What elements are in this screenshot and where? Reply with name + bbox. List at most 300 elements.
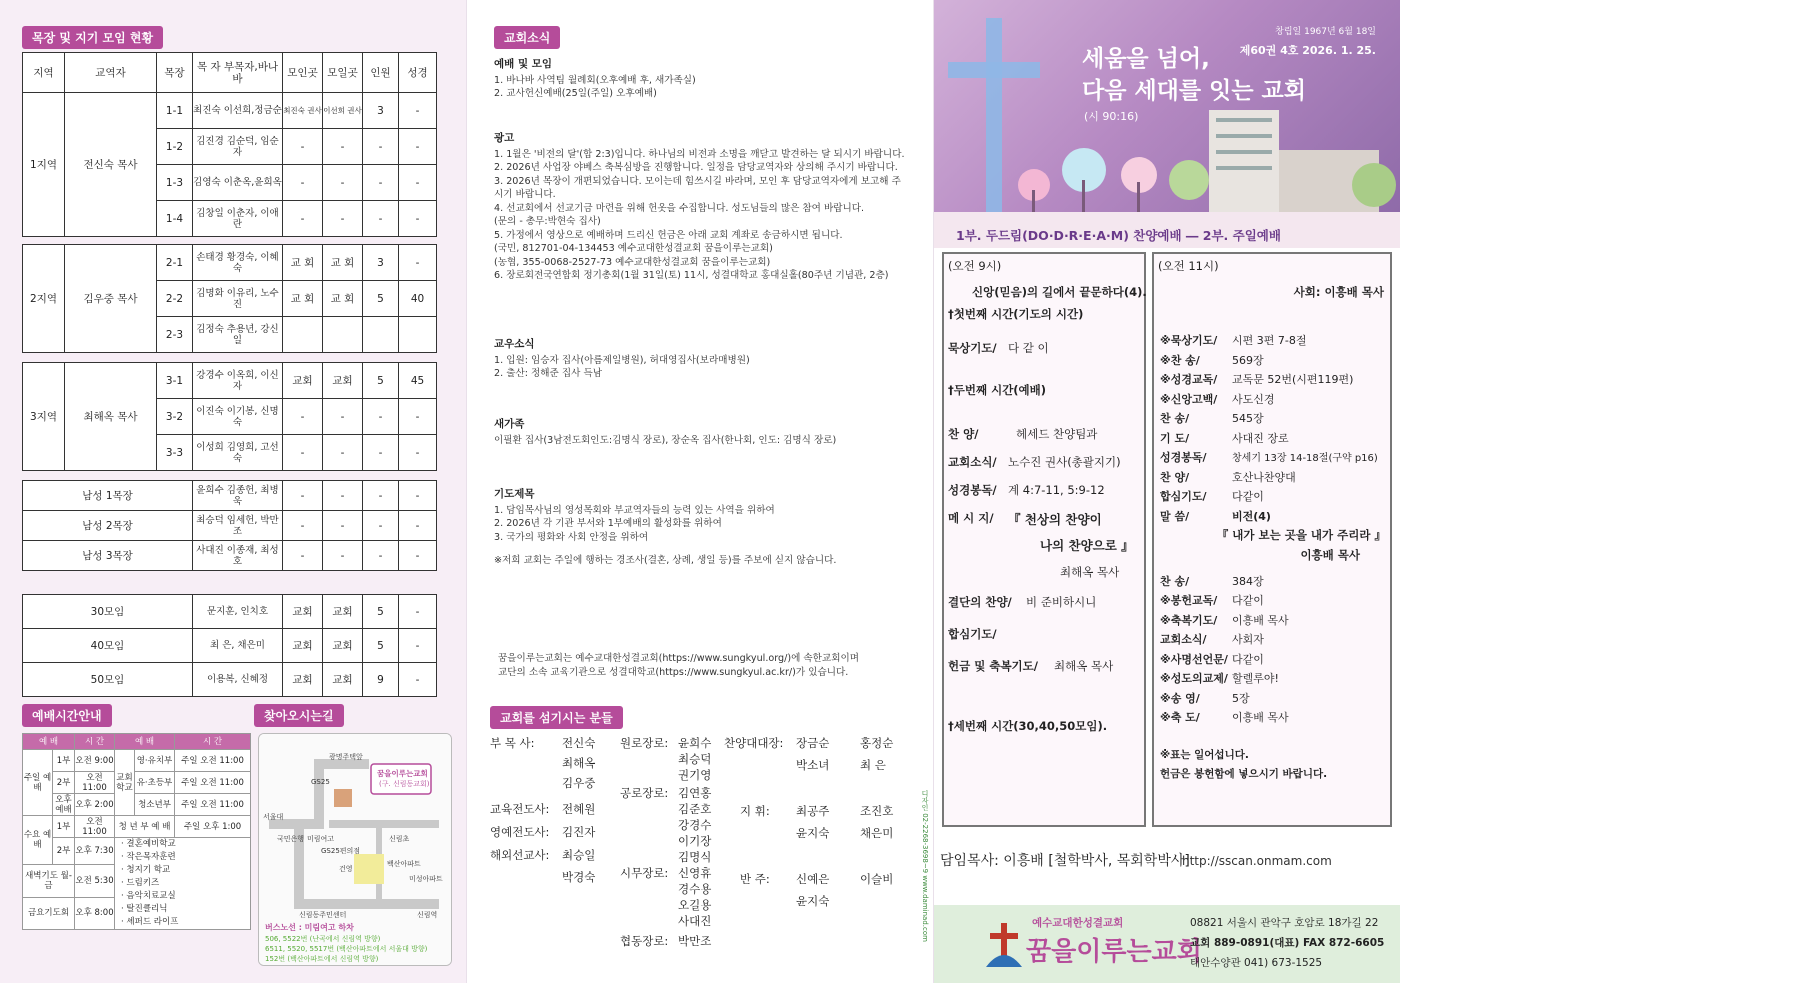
staff-role: 반 주: [740, 872, 770, 886]
staff-name: 김명식 [678, 850, 712, 864]
order-value: 이흥배 목사 [1232, 613, 1289, 627]
cell-num: 2-2 [157, 281, 193, 317]
staff-role: 시무장로: [620, 866, 669, 880]
cell-names: 최승덕 임세헌, 박만조 [193, 511, 283, 541]
cell-met: 교회 [283, 363, 323, 399]
cell-met: 교 회 [283, 281, 323, 317]
cover-header [934, 0, 1400, 220]
staff-name: 경수용 [678, 882, 712, 896]
news-line: (국민, 812701-04-134453 예수교대한성결교회 꿈을이루는교회) [494, 243, 773, 254]
order-key: 찬 송/ [1160, 574, 1190, 588]
order-key: ※신앙고백/ [1160, 392, 1218, 406]
issue-number: 제60권 4호 2026. 1. 25. [1239, 44, 1376, 57]
staff-name: 최승일 [562, 848, 596, 862]
service-host: 사회: 이흥배 목사 [1293, 285, 1384, 299]
map-label: 광명주택앞 [329, 753, 363, 761]
cell-names: 최 은, 채은미 [193, 629, 283, 663]
region-cell: 2지역 [23, 245, 65, 353]
order-value: 다같이 [1232, 652, 1264, 666]
staff-name: 전혜원 [562, 802, 596, 816]
cell-met: - [283, 201, 323, 237]
cell-bible: - [399, 93, 437, 129]
cell-bible: - [399, 435, 437, 471]
sched-school: 교회 학교 [115, 750, 135, 816]
cell-meet: 교 회 [323, 281, 363, 317]
order-key: ※축복기도/ [1160, 613, 1218, 627]
sched-cell: 청소년부 [135, 794, 175, 816]
order-value: 할렐루야! [1232, 672, 1279, 685]
staff-name: 장금순 [796, 736, 830, 750]
order-key: 메 시 지/ [948, 511, 994, 525]
staff-name: 윤희수 [678, 736, 712, 750]
cell-num: 1-3 [157, 165, 193, 201]
cell-bible: - [399, 663, 437, 697]
news-line: 1. 담임목사님의 영성목회와 부교역자들의 능력 있는 사역을 위하여 [494, 504, 775, 516]
cell-names: 김진경 김순덕, 임순자 [193, 129, 283, 165]
news-line: 2. 출산: 정해준 집사 득남 [494, 368, 602, 379]
staff-name: 홍정순 [860, 736, 894, 750]
staff-name: 김연홍 [678, 786, 712, 800]
cell-bible: - [399, 201, 437, 237]
news-line: 5. 가정에서 영상으로 예배하며 드리신 헌금은 아래 교회 계좌로 송금하시면 됩니다. [494, 229, 843, 241]
cell-table-region3 [22, 362, 436, 471]
order-value: 비 준비하시니 [1026, 595, 1097, 609]
service-order [1160, 332, 1390, 781]
sched-cell: 오후 2:00 [75, 794, 115, 816]
cell-names: 윤희수 김종헌, 최병욱 [193, 481, 283, 511]
section-heading: 예배 및 모임 [494, 58, 553, 70]
men-cell-name: 남성 2목장 [23, 511, 193, 541]
cell-count: 5 [363, 629, 399, 663]
region-pastor: 최해옥 목사 [65, 363, 157, 471]
age-group-table [22, 594, 436, 697]
church-url[interactable]: http://sscan.onmam.com [1182, 854, 1332, 868]
cell-count: - [363, 129, 399, 165]
cell-bible: - [399, 511, 437, 541]
cell-met: 최진숙 권사 [283, 93, 323, 129]
cell-names: 이용복, 신혜정 [193, 663, 283, 697]
cell-count: - [363, 541, 399, 571]
order-value: 다 같 이 [1008, 341, 1049, 355]
cell-meet: - [323, 511, 363, 541]
sched-sun: 주일 예배 [23, 750, 53, 816]
map-label: 건영 [339, 865, 353, 873]
section-heading: 광고 [494, 132, 515, 144]
cell-num: 1-2 [157, 129, 193, 165]
order-value: 비전(4) [1232, 509, 1271, 523]
staff-name: 최 은 [860, 758, 886, 772]
news-section-ads [494, 132, 914, 283]
cell-num: 3-1 [157, 363, 193, 399]
cell-met: - [283, 399, 323, 435]
staff-name: 이슬비 [860, 872, 894, 886]
news-line: 2. 교사헌신예배(25일(주일) 오후예배) [494, 88, 657, 99]
th-bible: 성경 [399, 53, 437, 93]
staff-name: 윤지숙 [796, 826, 830, 840]
program-item: · 드림키즈 [121, 878, 160, 888]
news-title: 교회소식 [494, 26, 560, 49]
order-value: 호산나찬양대 [1232, 470, 1296, 484]
cell-meet: 교회 [323, 595, 363, 629]
service-note: ※표는 일어섭니다. [1160, 748, 1249, 761]
cell-count: 3 [363, 245, 399, 281]
map-church-label: 꿈을이루는교회 [377, 769, 428, 778]
staff-role: 협동장로: [620, 934, 669, 948]
sched-cell: 2부 [53, 772, 75, 794]
cell-meet: - [323, 399, 363, 435]
men-cell-name: 남성 3목장 [23, 541, 193, 571]
th-leader: 목 자 부목자,바나바 [193, 53, 283, 93]
bus-title: 버스노선 : 미림여고 하차 [265, 923, 354, 932]
staff-name: 박경숙 [562, 870, 596, 884]
order-key: 찬 양/ [1160, 470, 1190, 484]
senior-pastor: 담임목사: 이흥배 [철학박사, 목회학박사] [940, 853, 1190, 869]
sched-cell: 오후 예배 [53, 794, 75, 816]
age-group-name: 30모임 [23, 595, 193, 629]
cell-met: 교회 [283, 595, 323, 629]
order-section: †두번째 시간(예배) [948, 383, 1047, 397]
sched-h4: 시 간 [175, 734, 251, 750]
cell-met: 교회 [283, 629, 323, 663]
region-pastor: 김우중 목사 [65, 245, 157, 353]
map-label: 신림동주민센터 [299, 911, 347, 919]
staff-name: 사대진 [678, 914, 712, 928]
cell-count: - [363, 511, 399, 541]
sched-h3: 예 배 [115, 734, 175, 750]
slogan-verse: (시 90:16) [1084, 110, 1139, 123]
staff-name: 전신숙 [562, 736, 596, 750]
staff-role: 지 휘: [740, 804, 770, 818]
staff-role: 찬양대대장: [724, 736, 784, 750]
cell-met: - [283, 165, 323, 201]
cell-met: 교 회 [283, 245, 323, 281]
map-label: 신림역 [417, 911, 438, 919]
cell-meet: - [323, 435, 363, 471]
order-key: 교회소식/ [948, 455, 997, 469]
cell-met: - [283, 435, 323, 471]
cell-meet: - [323, 541, 363, 571]
sched-cell: 1부 [53, 750, 75, 772]
staff-title: 교회를 섬기시는 분들 [490, 706, 623, 729]
map-label: 미림여고 [307, 835, 335, 843]
cell-num: 1-4 [157, 201, 193, 237]
church-name: 꿈을이루는교회 [1026, 937, 1202, 967]
th-region: 지역 [23, 53, 65, 93]
service-bar-text: 1부. 두드림(DO·D·R·E·A·M) 찬양예배 ― 2부. 주일예배 [956, 228, 1281, 243]
bus-route: 6511, 5520, 5517번 (백산아파트에서 서울대 방향) [265, 945, 428, 953]
section-heading: 새가족 [494, 418, 525, 430]
order-key: ※묵상기도/ [1160, 334, 1218, 347]
cell-bible: - [399, 629, 437, 663]
cell-table-region1 [22, 52, 436, 237]
bus-route: 152번 (백산아파트에서 신림역 방향) [265, 955, 379, 963]
service-time: (오전 11시) [1158, 259, 1219, 273]
sched-cell: 오후 7:30 [75, 838, 115, 865]
men-cell-name: 남성 1목장 [23, 481, 193, 511]
cell-count: - [363, 481, 399, 511]
cell-names: 이성희 김영희, 고선숙 [193, 435, 283, 471]
order-key: 말 씀/ [1160, 509, 1190, 523]
order-value: 최해옥 목사 [1054, 659, 1114, 673]
denomination: 예수교대한성결교회 [1032, 917, 1124, 929]
order-value: 사회자 [1232, 633, 1264, 646]
church-phone: 교회 889-0891(대표) FAX 872-6605 [1190, 937, 1385, 949]
staff-role: 원로장로: [620, 736, 669, 750]
order-key: 합심기도/ [948, 627, 997, 641]
staff-name: 신영휴 [678, 866, 712, 880]
preacher: 이흥배 목사 [1300, 547, 1360, 562]
cell-count: - [363, 399, 399, 435]
second-service-box [1152, 252, 1392, 827]
sched-cell: 오전 9:00 [75, 750, 115, 772]
sched-cell: 유·초등부 [135, 772, 175, 794]
age-group-name: 40모임 [23, 629, 193, 663]
age-group-name: 50모임 [23, 663, 193, 697]
order-value: 다같이 [1232, 594, 1264, 607]
worship-schedule [22, 733, 250, 930]
staff-name: 강경수 [678, 818, 712, 832]
map-label: 신림초 [389, 835, 410, 843]
cell-names: 사대진 이종재, 최성호 [193, 541, 283, 571]
cell-count: - [363, 201, 399, 237]
order-section: †첫번째 시간(기도의 시간) [948, 307, 1084, 321]
sched-cell: 주일 오후 1:00 [175, 816, 251, 838]
cell-met: 교회 [283, 663, 323, 697]
cell-groups-title: 목장 및 지기 모임 현황 [22, 26, 163, 49]
cell-count: - [363, 435, 399, 471]
cell-count: - [363, 165, 399, 201]
cell-met: - [283, 541, 323, 571]
order-key: ※성도의교제/ [1160, 672, 1228, 685]
staff-name: 최승덕 [678, 752, 712, 766]
region-pastor: 전신숙 목사 [65, 93, 157, 237]
staff-name: 권기영 [678, 768, 712, 782]
staff-name: 김진자 [562, 825, 596, 839]
cell-bible: - [399, 595, 437, 629]
staff-role: 공로장로: [620, 786, 669, 800]
order-value: 569장 [1232, 353, 1264, 367]
cell-meet: 교회 [323, 629, 363, 663]
order-key: 성경봉독/ [1160, 451, 1207, 464]
map-label: 국민은행 [277, 835, 305, 843]
staff-role: 영예전도사: [490, 825, 550, 839]
cell-num: 2-3 [157, 317, 193, 353]
programs-list [115, 838, 251, 930]
th-meet: 모일곳 [323, 53, 363, 93]
order-key: ※찬 송/ [1160, 353, 1200, 367]
map-church-label2: (구. 신림동교회) [379, 780, 430, 788]
cell-bible: - [399, 399, 437, 435]
news-notice: ※저희 교회는 주일에 행하는 경조사(결혼, 상례, 생일 등)를 주보에 싣지 않습니다. [494, 555, 837, 566]
cell-names: 김정숙 추용년, 강신일 [193, 317, 283, 353]
cell-names: 손태경 황경숙, 이혜숙 [193, 245, 283, 281]
program-item: · 결혼예비학교 [121, 839, 176, 849]
cell-met: - [283, 129, 323, 165]
order-value: 교독문 52번(시편119편) [1232, 373, 1354, 386]
cell-count: 5 [363, 595, 399, 629]
cell-meet: 교회 [323, 663, 363, 697]
sched-fri: 금요기도회 [23, 897, 75, 929]
order-value: 384장 [1232, 574, 1264, 588]
program-item: · 작은목자훈련 [121, 852, 176, 862]
first-service-box [942, 252, 1146, 827]
cell-num: 3-3 [157, 435, 193, 471]
program-item: · 탈진클리닉 [121, 904, 168, 914]
cell-bible: 40 [399, 281, 437, 317]
sched-h1: 예 배 [23, 734, 75, 750]
staff-name: 채은미 [860, 826, 894, 840]
order-key: 성경봉독/ [948, 483, 997, 497]
order-key: 교회소식/ [1160, 633, 1207, 646]
founded-date: 창립일 1967년 6월 18일 [1275, 27, 1376, 37]
news-line: 1. 입원: 임승자 집사(아름제일병원), 허대영집사(보라매병원) [494, 354, 750, 366]
sched-cell: 주일 오전 11:00 [175, 772, 251, 794]
map-label: 백산아파트 [387, 860, 421, 868]
news-line: (문의 - 총무:박현숙 집사) [494, 216, 601, 227]
order-key: ※봉헌교독/ [1160, 594, 1218, 607]
cell-bible: - [399, 481, 437, 511]
sched-young: 청 년 부 예 배 [115, 816, 175, 838]
staff-name: 윤지숙 [796, 894, 830, 908]
order-key: ※사명선언문/ [1160, 652, 1228, 666]
staff-name: 이기장 [678, 834, 712, 848]
cell-met: - [283, 481, 323, 511]
news-line: 2. 2026년 사업장 야베스 축복심방을 진행합니다. 일정을 담당교역자와 상의해 주시기 바랍니다. [494, 162, 898, 173]
order-value: 이흥배 목사 [1232, 711, 1289, 724]
cell-num: 2-1 [157, 245, 193, 281]
order-key: ※송 영/ [1160, 691, 1200, 705]
order-key: 헌금 및 축복기도/ [948, 659, 1038, 673]
sermon-title: 『 내가 보는 곳을 내가 주리라 』 [1216, 528, 1386, 542]
slogan-line2: 다음 세대를 잇는 교회 [1082, 78, 1306, 104]
news-line: 1. 1월은 '비전의 달'(합 2:3)입니다. 하나님의 비전과 소명을 깨닫고 발견하는 달 되시기 바랍니다. [494, 148, 905, 160]
schedule-title: 예배시간안내 [22, 704, 112, 727]
news-section-newcomers [494, 418, 914, 447]
cell-meet: - [323, 129, 363, 165]
cell-names: 문지훈, 인치호 [193, 595, 283, 629]
church-logo-icon [984, 923, 1024, 967]
cell-num: 3-2 [157, 399, 193, 435]
cell-bible: - [399, 541, 437, 571]
news-section-prayer [494, 488, 914, 568]
news-line: 3. 2026년 목장이 개편되었습니다. 모이는데 힘쓰시길 바라며, 모인 후 담당교역자에게 보고해 주 [494, 175, 901, 187]
staff-name: 김우중 [562, 776, 596, 790]
order-value: 헤세드 찬양팀과 [1016, 427, 1098, 441]
order-value: 노수진 권사(총괄지기) [1008, 455, 1121, 469]
cell-met [283, 317, 323, 353]
staff-name: 최공주 [796, 804, 830, 818]
sched-cell: 주일 오전 11:00 [175, 794, 251, 816]
map-label: 미성아파트 [409, 875, 443, 883]
sched-dawn: 새벽기도 월-금 [23, 865, 75, 897]
order-key: 결단의 찬양/ [948, 595, 1012, 609]
preacher: 최해옥 목사 [1060, 565, 1120, 579]
cell-names: 이진숙 이기봉, 신명숙 [193, 399, 283, 435]
staff-name: 김준호 [678, 802, 712, 816]
staff-name: 신예은 [796, 872, 830, 886]
cell-meet: 교 회 [323, 245, 363, 281]
sched-cell: 오전 11:00 [75, 816, 115, 838]
news-section-worship [494, 58, 914, 101]
sched-cell: 2부 [53, 838, 75, 865]
order-section: †세번째 시간(30,40,50모임). [948, 719, 1108, 733]
map-label: GS25편의점 [321, 847, 361, 855]
news-line: 이필환 집사(3남전도회인도:김명식 장로), 장순옥 집사(한나회, 인도: 김명식 장로) [494, 434, 837, 446]
cell-count: 3 [363, 93, 399, 129]
men-cell-table [22, 480, 436, 571]
cell-num: 1-1 [157, 93, 193, 129]
retreat-center: 태안수양관 041) 673-1525 [1190, 957, 1323, 969]
order-value: 계 4:7-11, 5:9-12 [1008, 483, 1105, 497]
order-line: 신앙(믿음)의 길에서 끝문하다(4). [972, 285, 1147, 299]
cell-bible [399, 317, 437, 353]
cell-names: 김명화 이유리, 노수진 [193, 281, 283, 317]
cell-bible: - [399, 129, 437, 165]
cell-met: - [283, 511, 323, 541]
cell-bible: 45 [399, 363, 437, 399]
cell-meet: - [323, 165, 363, 201]
affiliation-text [498, 652, 918, 679]
cell-table-region2 [22, 244, 436, 353]
sched-cell: 오전 11:00 [75, 772, 115, 794]
program-item: · 셰퍼드 라이프 [121, 917, 179, 927]
th-met: 모인곳 [283, 53, 323, 93]
directions-map [258, 733, 452, 966]
news-line: 4. 선교회에서 선교기금 마련을 위해 헌옷을 수집합니다. 성도님들의 많은 참여 바랍니다. [494, 202, 865, 214]
cell-meet: - [323, 481, 363, 511]
sched-cell: 영·유치부 [135, 750, 175, 772]
news-line: 6. 장로회전국연합회 정기총회(1월 31일(토) 11시, 성결대학교 홍대실홀(80주년 기념관, 2층) [494, 270, 889, 281]
order-value: 사도신경 [1232, 392, 1275, 406]
staff-name: 조진호 [860, 804, 894, 818]
order-value: 다같이 [1232, 490, 1264, 503]
staff-role: 해외선교사: [490, 848, 550, 862]
order-value: 사대진 장로 [1232, 431, 1289, 445]
designer-credit: 디자인 02-2268-3698~9 www.daminad.com [921, 790, 929, 942]
staff-name: 박소녀 [796, 758, 830, 772]
cell-meet: 교회 [323, 363, 363, 399]
directions-title: 찾아오시는길 [254, 704, 344, 727]
staff-role: 부 목 사: [490, 736, 535, 750]
order-key: 묵상기도/ [948, 341, 997, 355]
news-line: 2. 2026년 각 기관 부서와 1부예배의 활성화를 위하여 [494, 518, 722, 529]
bus-route: 506, 5522번 (난곡에서 신림역 방향) [265, 935, 381, 943]
sched-h2: 시 간 [75, 734, 115, 750]
cell-meet: 이선희 권사 [323, 93, 363, 129]
sermon-title2: 나의 찬양으로 』 [1040, 538, 1134, 553]
order-key: ※성경교독/ [1160, 373, 1218, 386]
staff-role: 교육전도사: [490, 802, 550, 816]
order-value: 5장 [1232, 691, 1250, 705]
program-item: · 음악치료교실 [121, 891, 176, 901]
affil-line: 교단의 소속 교육기관으로 성결대학교(https://www.sungkyul.ac.kr/)가 있습니다. [498, 666, 849, 678]
order-key: 기 도/ [1160, 431, 1190, 445]
news-line: 3. 국가의 평화와 사회 안정을 위하여 [494, 531, 649, 543]
cell-meet [323, 317, 363, 353]
order-value: 545장 [1232, 412, 1264, 425]
order-value: 창세기 13장 14-18절(구약 p16) [1232, 453, 1378, 464]
section-heading: 교우소식 [494, 338, 535, 350]
cell-names: 김영숙 이춘옥,윤희옥 [193, 165, 283, 201]
cell-count: 9 [363, 663, 399, 697]
cell-bible: - [399, 245, 437, 281]
service-note: 헌금은 봉헌함에 넣으시기 바랍니다. [1160, 767, 1328, 780]
sched-cell: 오후 8:00 [75, 897, 115, 929]
th-count: 인원 [363, 53, 399, 93]
region-cell: 1지역 [23, 93, 65, 237]
news-line: 1. 바나바 사역팀 월례회(오후예배 후, 새가족실) [494, 74, 696, 86]
sched-cell: 오전 5:30 [75, 865, 115, 897]
